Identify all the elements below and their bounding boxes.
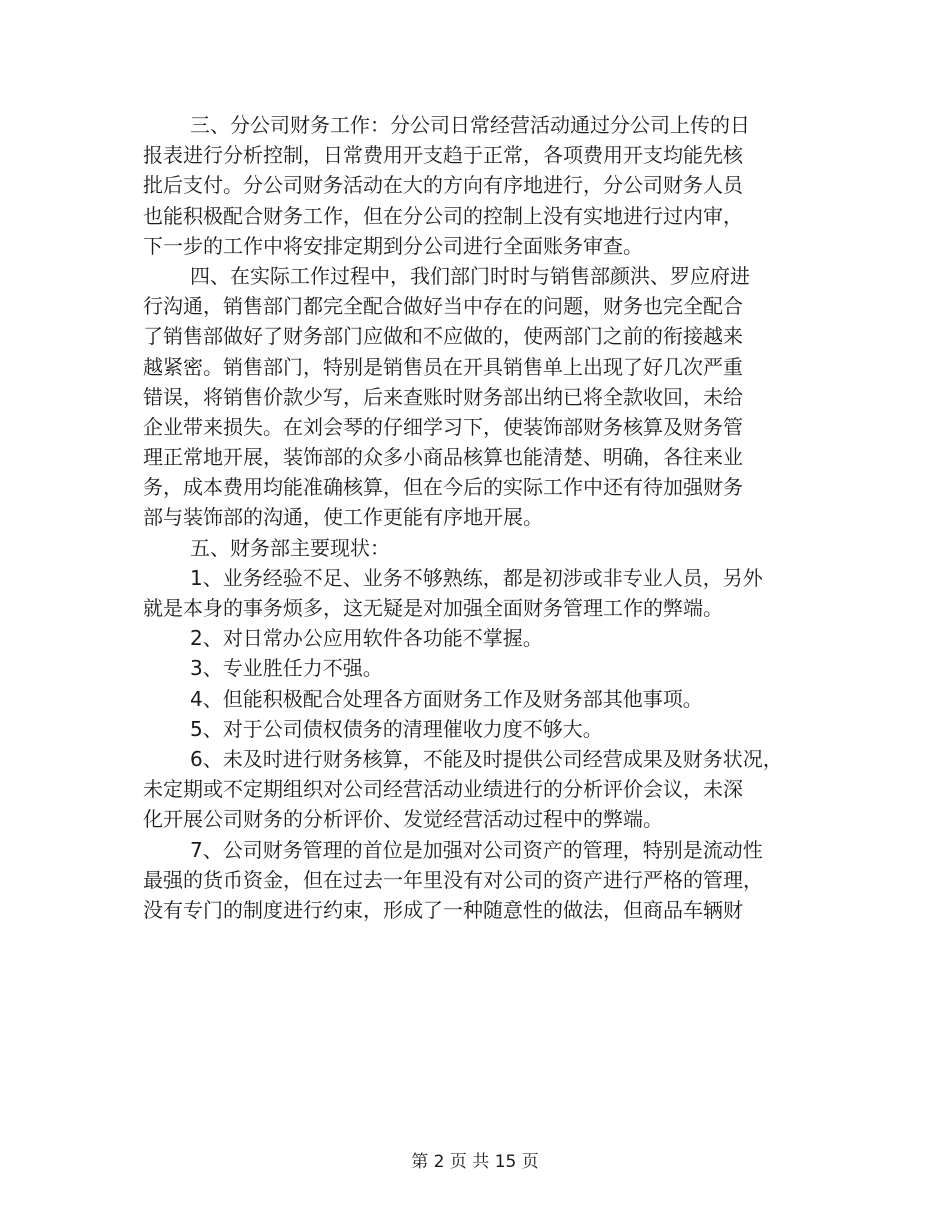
- paragraph-branch-finance: [143, 110, 803, 261]
- section-heading-status: [143, 533, 803, 563]
- text-line: 2、对日常办公应用软件各功能不掌握。: [190, 626, 543, 651]
- text-line: 下一步的工作中将安排定期到分公司进行全面账务审查。: [143, 233, 643, 258]
- text-line: 错误，将销售价款少写，后来查账时财务部出纳已将全款收回，未给: [143, 384, 743, 409]
- text-line: 部与装饰部的沟通，使工作更能有序地开展。: [143, 505, 543, 530]
- document-body: [143, 110, 803, 925]
- list-item-4: [143, 684, 803, 714]
- list-item-1: [143, 563, 803, 623]
- text-line: 4、但能积极配合处理各方面财务工作及财务部其他事项。: [190, 686, 703, 711]
- list-item-2: [143, 623, 803, 653]
- text-line: 7、公司财务管理的首位是加强对公司资产的管理，特别是流动性: [190, 837, 763, 862]
- text-line: 四、在实际工作过程中，我们部门时时与销售部颜洪、罗应府进: [190, 263, 750, 288]
- text-line: 就是本身的事务烦多，这无疑是对加强全面财务管理工作的弊端。: [143, 596, 723, 620]
- list-item-3: [143, 653, 803, 683]
- text-line: 也能积极配合财务工作，但在分公司的控制上没有实地进行过内审，: [143, 203, 743, 228]
- list-item-5: [143, 714, 803, 744]
- text-line: 报表进行分析控制，日常费用开支趋于正常，各项费用开支均能先核: [143, 143, 743, 168]
- paragraph-practical-work: [143, 261, 803, 533]
- list-item-6: [143, 744, 803, 835]
- page-number-footer: 第 2 页 共 15 页: [411, 1152, 539, 1172]
- text-line: 化开展公司财务的分析评价、发觉经营活动过程中的弊端。: [143, 807, 663, 832]
- text-line: 理正常地开展，装饰部的众多小商品核算也能清楚、明确，各往来业: [143, 445, 743, 470]
- text-line: 最强的货币资金，但在过去一年里没有对公司的资产进行严格的管理，: [143, 867, 763, 892]
- text-line: 五、财务部主要现状：: [190, 535, 390, 560]
- text-line: 未定期或不定期组织对公司经营活动业绩进行的分析评价会议，未深: [143, 777, 743, 802]
- text-line: 3、专业胜任力不强。: [190, 656, 383, 681]
- text-line: 行沟通，销售部门都完全配合做好当中存在的问题，财务也完全配合: [143, 294, 743, 319]
- text-line: 三、分公司财务工作：分公司日常经营活动通过分公司上传的日: [190, 113, 750, 137]
- text-line: 务，成本费用均能准确核算，但在今后的实际工作中还有待加强财务: [143, 475, 743, 500]
- text-line: 企业带来损失。在刘会琴的仔细学习下，使装饰部财务核算及财务管: [143, 414, 743, 439]
- text-line: 越紧密。销售部门，特别是销售员在开具销售单上出现了好几次严重: [143, 354, 743, 379]
- text-line: 6、未及时进行财务核算，不能及时提供公司经营成果及财务状况，: [190, 746, 783, 771]
- text-line: 了销售部做好了财务部门应做和不应做的，使两部门之前的衔接越来: [143, 324, 743, 349]
- text-line: 批后支付。分公司财务活动在大的方向有序地进行，分公司财务人员: [143, 173, 743, 198]
- text-line: 没有专门的制度进行约束，形成了一种随意性的做法，但商品车辆财: [143, 897, 743, 922]
- list-item-7: [143, 835, 803, 926]
- text-line: 5、对于公司债权债务的清理催收力度不够大。: [190, 716, 603, 741]
- text-line: 1、业务经验不足、业务不够熟练，都是初涉或非专业人员，另外: [190, 565, 763, 590]
